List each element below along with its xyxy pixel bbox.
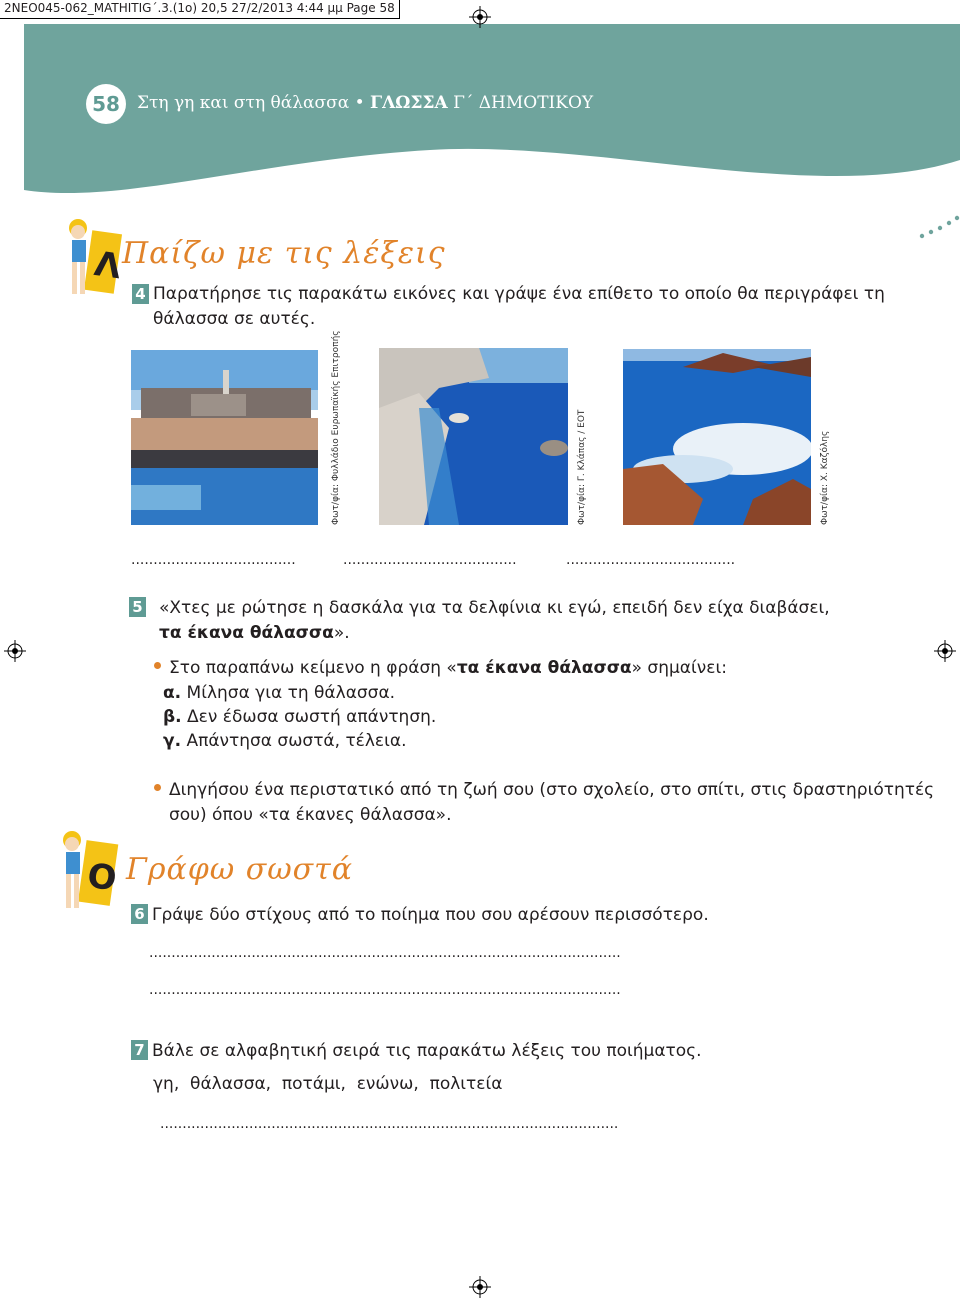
bullet-icon — [154, 784, 161, 791]
mascot-omicron-icon — [58, 826, 120, 918]
idiom-bold: τα έκανα θάλασσα — [159, 623, 334, 643]
exercise-5-quote-line2 — [159, 621, 350, 645]
section-title-write-correctly: Γράφω σωστά — [126, 852, 353, 887]
mascot-letter: Λ — [91, 244, 124, 288]
bullet-icon — [154, 662, 161, 669]
option-a-label: α. — [163, 683, 182, 703]
exercise-7-words: γη, θάλασσα, ποτάμι, ενώνω, πολιτεία — [153, 1074, 503, 1094]
answer-line-6-2[interactable]: .......................................................................................................... — [149, 982, 621, 998]
exercise-5-question-2-line1: Διηγήσου ένα περιστατικό από τη ζωή σου (στο σχολείο, στο σπίτι, στις δραστηριότητές — [169, 780, 935, 800]
question-1-post: » σημαίνει: — [631, 658, 727, 678]
answer-line-7[interactable]: ....................................................................................................... — [160, 1116, 619, 1132]
registration-mark-icon — [469, 1276, 491, 1298]
option-a-text: Μίλησα για τη θάλασσα. — [186, 683, 396, 703]
option-c-label: γ. — [163, 731, 182, 751]
mascot-letter: Ο — [84, 855, 120, 900]
photo-credit-3: Φωτ/φία: Χ. Καζόλης — [820, 430, 830, 525]
exercise-7-instruction: Βάλε σε αλφαβητική σειρά τις παρακάτω λέξεις του ποιήματος. — [152, 1041, 702, 1061]
question-1-idiom: τα έκανα θάλασσα — [456, 658, 632, 678]
answer-line-photo-3[interactable]: ...................................... — [566, 552, 736, 568]
print-slug: 2NEO045-062_MATHITIG΄.3.(1o) 20,5 27/2/2013 4:44 μμ Page 58 — [0, 0, 400, 19]
option-c-text: Απάντησα σωστά, τέλεια. — [186, 731, 407, 751]
exercise-number-4: 4 — [132, 284, 149, 304]
answer-line-6-1[interactable]: .......................................................................................................... — [149, 945, 621, 961]
running-header — [137, 93, 593, 113]
subject-title: ΓΛΩΣΣΑ — [370, 93, 448, 113]
exercise-number-5: 5 — [129, 597, 146, 617]
grade-title: Γ΄ ΔΗΜΟΤΙΚΟΥ — [447, 93, 594, 113]
exercise-5-quote-line1: «Χτες με ρώτησε η δασκάλα για τα δελφίνια κι εγώ, επειδή δεν είχα διαβάσει, — [159, 598, 830, 618]
section-title-word-play: Παίζω με τις λέξεις — [122, 236, 446, 271]
exercise-4-instruction-line1: Παρατήρησε τις παρακάτω εικόνες και γράψε ένα επίθετο το οποίο θα περιγράφει τη — [153, 284, 885, 304]
registration-mark-icon — [469, 6, 491, 28]
answer-line-photo-1[interactable]: ..................................... — [131, 552, 296, 568]
option-b-label: β. — [163, 707, 182, 727]
answer-line-photo-2[interactable]: ....................................... — [343, 552, 517, 568]
exercise-5-question-2-line2: σου) όπου «τα έκανες θάλασσα». — [169, 805, 452, 825]
book-section-title: Στη γη και στη θάλασσα — [137, 93, 350, 113]
photo-credit-2: Φωτ/φία: Γ. Κλάπας / ΕΟΤ — [577, 409, 587, 525]
photo-credit-1: Φωτ/φία: Φυλλάδιο Ευρωπαϊκής Επιτροπής — [331, 330, 341, 525]
quote-end: ». — [333, 623, 350, 643]
exercise-4-instruction-line2: θάλασσα σε αυτές. — [153, 309, 316, 329]
exercise-5-question-1 — [169, 656, 727, 680]
exercise-number-7: 7 — [131, 1040, 148, 1060]
option-b-text: Δεν έδωσα σωστή απάντηση. — [187, 707, 437, 727]
exercise-6-instruction: Γράψε δύο στίχους από το ποίημα που σου αρέσουν περισσότερο. — [152, 905, 709, 925]
photo-industrial-coast — [131, 350, 318, 525]
photo-rocky-sea — [623, 349, 811, 525]
separator-bullet: • — [354, 93, 365, 113]
option-b[interactable] — [163, 705, 436, 729]
page-number: 58 — [86, 84, 126, 124]
photo-white-beach — [379, 348, 568, 525]
mascot-lambda-icon — [64, 212, 126, 304]
exercise-number-6: 6 — [131, 904, 148, 924]
option-c[interactable] — [163, 729, 406, 753]
registration-mark-icon — [934, 640, 956, 662]
question-1-pre: Στο παραπάνω κείμενο η φράση « — [169, 658, 457, 678]
registration-mark-icon — [4, 640, 26, 662]
dotted-ornament — [918, 212, 960, 242]
option-a[interactable] — [163, 681, 395, 705]
